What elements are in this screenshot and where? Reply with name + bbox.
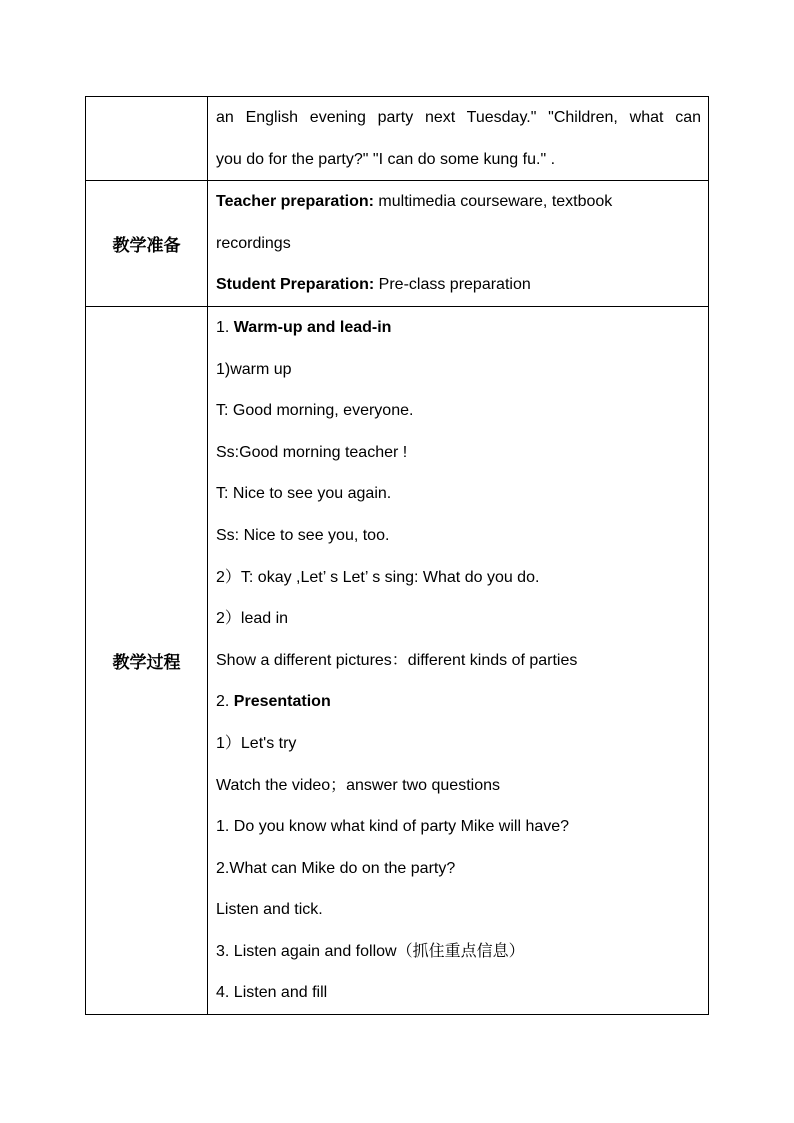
text-line: 2.What can Mike do on the party? [216, 859, 456, 877]
text-line: T: Nice to see you again. [216, 485, 392, 503]
text-line: 1)warm up [216, 360, 292, 378]
preparation-cell [208, 181, 709, 307]
text-line: Ss:Good morning teacher ! [216, 443, 408, 461]
continued-intro-cell [208, 97, 709, 181]
text-line: Listen and tick. [216, 901, 323, 919]
process-cell [208, 306, 709, 1014]
text-line: an English evening party next Tuesday." "Children, what can [216, 109, 701, 126]
section-title: Presentation [233, 693, 331, 711]
row-label-process: 教学过程 [86, 306, 208, 1014]
text-line: 1）Let's try [216, 734, 297, 752]
text-line: you do for the party?" "I can do some kung fu." . [216, 150, 556, 168]
student-prep-text: Pre-class preparation [374, 276, 531, 294]
text-line [216, 181, 701, 223]
table-row [86, 306, 709, 1014]
teacher-prep-text: multimedia courseware, textbook [373, 193, 613, 211]
section-heading [216, 681, 701, 723]
text-line: Show a different pictures：different kinds of parties [216, 651, 578, 669]
text-line: 4. Listen and fill [216, 984, 328, 1002]
section-number: 2. [216, 693, 234, 711]
table-row [86, 97, 709, 181]
table-row [86, 181, 709, 307]
section-number: 1. [216, 318, 234, 336]
text-line: T: Good morning, everyone. [216, 402, 414, 420]
lesson-plan-table [85, 96, 709, 1015]
teacher-prep-heading: Teacher preparation: [216, 193, 374, 211]
row-label-preparation: 教学准备 [86, 181, 208, 307]
text-line: Ss: Nice to see you, too. [216, 526, 390, 544]
text-line: 1. Do you know what kind of party Mike will have? [216, 818, 570, 836]
section-heading [216, 307, 701, 349]
text-line: 2）T: okay ,Let’ s Let’ s sing: What do you do. [216, 568, 540, 586]
student-prep-heading: Student Preparation: [216, 276, 375, 294]
section-title: Warm-up and lead-in [233, 318, 392, 336]
text-line: recordings [216, 234, 291, 252]
text-line [216, 264, 701, 306]
text-line: Watch the video；answer two questions [216, 776, 500, 794]
text-line: 3. Listen again and follow（抓住重点信息） [216, 942, 525, 960]
row-label-empty [86, 97, 208, 181]
text-line: 2）lead in [216, 610, 289, 628]
